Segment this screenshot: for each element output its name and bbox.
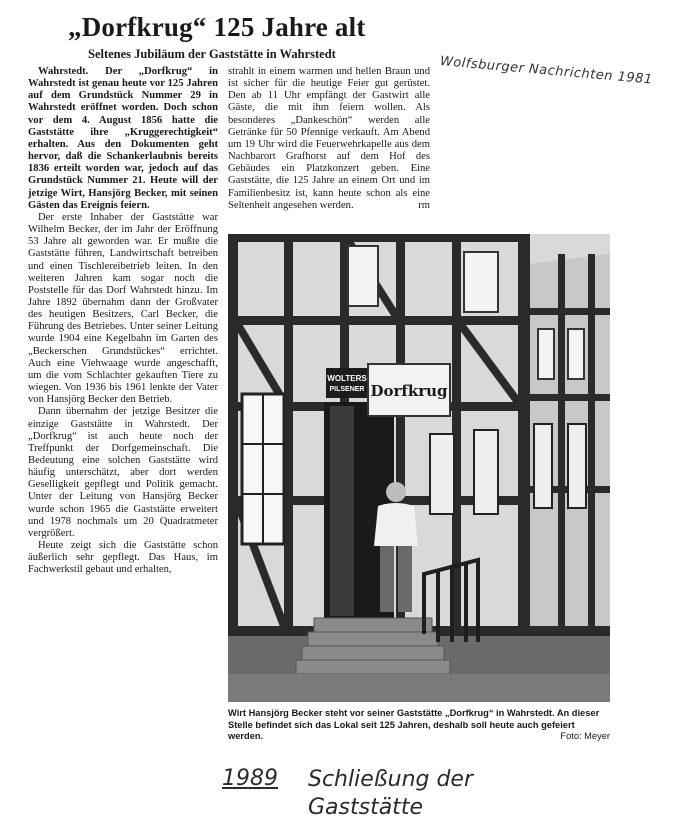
- handwritten-year: 1989: [222, 766, 278, 791]
- article-paragraph-2: Dann übernahm der jetzige Besitzer die einzige Gaststätte in Wahrstedt. Der „Dorfkrug“ ist auch heute noch der Treffpunkt der Dorfgemeinschaft. Die Bedeutung eine solchen Gaststätte wird häufig unterschätzt, aber dort werden Geselligkeit gepflegt und Politik gemacht. Unter der Leitung von Hansjörg Becker wurde schon 1965 die Gaststätte erweitert und 1978 nochmals um 20 Quadratmeter vergrößert.: [28, 406, 218, 539]
- article-column-1: [28, 66, 218, 577]
- author-signature: rm: [418, 199, 430, 211]
- photo-dorfkrug-building: [228, 234, 610, 702]
- article-paragraph-3-start: Heute zeigt sich die Gaststätte schon äußerlich sehr gepflegt. Das Haus, im Fachwerkstil gebaut und erhalten,: [28, 540, 218, 576]
- sign-wolters-line1: WOLTERS: [327, 374, 367, 383]
- headline: „Dorfkrug“ 125 Jahre alt: [68, 12, 366, 42]
- caption-text: Wirt Hansjörg Becker steht vor seiner Gaststätte „Dorfkrug“ in Wahrstedt. An dieser Stelle befindet sich das Lokal seit 125 Jahren, deshalb soll heute auch gefeiert werden.: [228, 708, 600, 741]
- subheadline: Seltenes Jubiläum der Gaststätte in Wahrstedt: [88, 47, 336, 61]
- photo-illustration: [228, 234, 610, 702]
- handwritten-closure-note: Schließung der Gaststätte: [308, 767, 474, 820]
- sign-wolters-line2: PILSENER: [329, 386, 365, 393]
- photo-credit: Foto: Meyer: [560, 731, 610, 741]
- article-paragraph-1: Der erste Inhaber der Gaststätte war Wilhelm Becker, der im Jahr der Eröffnung 53 Jahre alt geworden war. Er mußte die Gaststätte führen, Landwirtschaft betreiben und einen Tischlereibetrieb leiten. In den weiteren Jahren kam sogar noch die Poststelle für das Dorf Wahrstedt hinzu. Im Jahre 1892 übernahm dann der Großvater des heutigen Besitzers, Carl Becker, die Führung des Betriebes. Unter seiner Leitung wurde 1904 eine Kegelbahn im Garten des „Beckerschen Grundstückes“ errichtet. Auch eine Viehwaage wurde angeschafft, um die vom Schlachter gekauften Tiere zu wiegen. Von 1936 bis 1961 lenkte der Vater von Hansjörg Becker den Betrieb.: [28, 211, 218, 406]
- photo-caption: [228, 708, 610, 743]
- article-paragraph-3-end: strahlt in einem warmen und hellen Braun und ist sicher für die heutige Feier gut gerüstet. Den ab 11 Uhr empfängt der Gastwirt alle Gäste, die mit ihm feiern wollen. Als besonderes „Dankeschön“ werden alle Getränke für 50 Pfennige verkauft. Am Abend um 19 Uhr wird die Feuerwehrkapelle aus dem Nachbarort Grafhorst auf dem Hof des Gebäudes ein Platzkonzert geben. Eine Gaststätte, die 125 Jahre an einem Ort und im Familienbesitz ist, kann heute schon als eine Seltenheit angesehen werden.: [228, 66, 430, 211]
- sign-dorfkrug: Dorfkrug: [370, 382, 448, 400]
- article-column-2: [228, 66, 430, 212]
- article-lead: Wahrstedt. Der „Dorfkrug“ in Wahrstedt ist genau heute vor 125 Jahren auf dem Grundstück Nummer 29 in Wahrstedt eröffnet worden. Doch schon vor dem 4. August 1856 hatte die Gaststätte ihre „Kruggerechtigkeit“ erhalten. Aus den Dokumenten geht hervor, daß die Schankerlaubnis bereits 1836 erteilt worden war, jedoch auf das Grundstück Nummer 21. Heute will der jetzige Wirt, Hansjörg Becker, mit seinen Gästen das Ereignis feiern.: [28, 66, 218, 211]
- handwritten-source-note: Wolfsburger Nachrichten 1981: [439, 54, 654, 88]
